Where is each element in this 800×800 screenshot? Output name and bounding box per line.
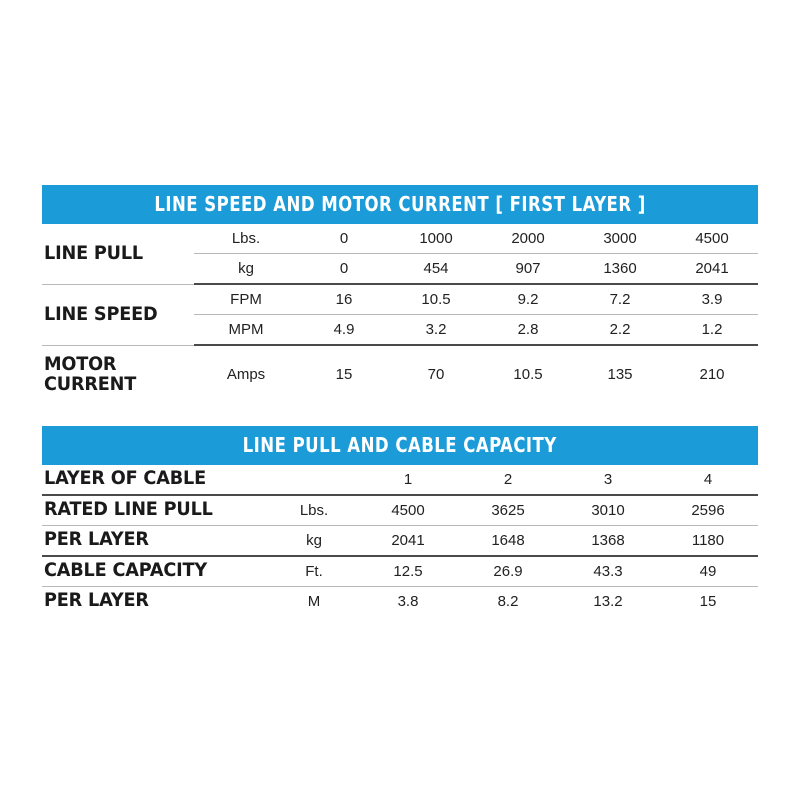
cell-value: 1000 bbox=[390, 224, 482, 254]
cell-value: 1.2 bbox=[666, 315, 758, 346]
row-label-motor-current: MOTOR CURRENT bbox=[44, 352, 137, 395]
row-unit: Ft. bbox=[270, 556, 358, 587]
cell-value: 2596 bbox=[658, 495, 758, 526]
cell-value: 3.9 bbox=[666, 284, 758, 315]
table-row bbox=[42, 495, 758, 526]
cell-value: 16 bbox=[298, 284, 390, 315]
cell-value: 1368 bbox=[558, 525, 658, 556]
table-row bbox=[42, 224, 758, 254]
table-row bbox=[42, 465, 758, 495]
cell-value: 1360 bbox=[574, 254, 666, 285]
row-label-rated-line-pull: RATED LINE PULL bbox=[42, 495, 270, 526]
cell-value: 49 bbox=[658, 556, 758, 587]
cell-value: 26.9 bbox=[458, 556, 558, 587]
table2-header-bar bbox=[42, 426, 758, 465]
cell-value: 70 bbox=[427, 366, 445, 384]
cell-value: 43.3 bbox=[558, 556, 658, 587]
cell-value: 2000 bbox=[482, 224, 574, 254]
table2-title: LINE PULL AND CABLE CAPACITY bbox=[242, 432, 558, 457]
line-pull-cable-capacity-table bbox=[42, 465, 758, 616]
cell-value: 2.2 bbox=[574, 315, 666, 346]
cell-value: 2041 bbox=[666, 254, 758, 285]
cell-value: 3010 bbox=[558, 495, 658, 526]
cell-value: 2041 bbox=[358, 525, 458, 556]
table1-title: LINE SPEED AND MOTOR CURRENT [ FIRST LAYER ] bbox=[154, 192, 646, 216]
row-label-line-speed: LINE SPEED bbox=[42, 284, 194, 345]
cell-value: 4.9 bbox=[298, 315, 390, 346]
cell-value: 3625 bbox=[458, 495, 558, 526]
cell-value: 0 bbox=[298, 254, 390, 285]
cell-value: 15 bbox=[699, 592, 717, 610]
row-label-per-layer: PER LAYER bbox=[44, 589, 149, 612]
row-label-layer-of-cable: LAYER OF CABLE bbox=[42, 465, 270, 495]
table-row bbox=[42, 586, 758, 616]
row-unit: kg bbox=[194, 254, 298, 285]
cell-value: 3000 bbox=[574, 224, 666, 254]
cell-value: 0 bbox=[298, 224, 390, 254]
cell-value: 4500 bbox=[358, 495, 458, 526]
row-unit: FPM bbox=[194, 284, 298, 315]
cell-value: 907 bbox=[482, 254, 574, 285]
cell-value: 9.2 bbox=[482, 284, 574, 315]
cell-value: 1180 bbox=[658, 525, 758, 556]
line-speed-motor-current-table bbox=[42, 224, 758, 404]
table1-header-bar bbox=[42, 185, 758, 224]
cell-value: 3.2 bbox=[390, 315, 482, 346]
cell-value: 454 bbox=[390, 254, 482, 285]
cell-value: 7.2 bbox=[574, 284, 666, 315]
table-row bbox=[42, 525, 758, 556]
cell-value: 4500 bbox=[666, 224, 758, 254]
cell-value: 10.5 bbox=[513, 366, 543, 384]
cell-value: 2 bbox=[458, 465, 558, 495]
cell-value: 3 bbox=[558, 465, 658, 495]
cell-value: 210 bbox=[699, 366, 725, 384]
table-row bbox=[42, 284, 758, 315]
cell-value: 15 bbox=[335, 366, 353, 384]
row-unit: MPM bbox=[194, 315, 298, 346]
cell-value: 10.5 bbox=[390, 284, 482, 315]
cell-value: 2.8 bbox=[482, 315, 574, 346]
row-label-line-pull: LINE PULL bbox=[42, 224, 194, 284]
cell-value: 1 bbox=[358, 465, 458, 495]
row-unit: Lbs. bbox=[194, 224, 298, 254]
row-unit: Amps bbox=[226, 366, 266, 384]
table-row bbox=[42, 345, 758, 404]
spec-tables-container bbox=[42, 185, 758, 616]
cell-value: 3.8 bbox=[397, 592, 419, 610]
cell-value: 13.2 bbox=[593, 592, 623, 610]
cell-value: 12.5 bbox=[358, 556, 458, 587]
cell-value: 1648 bbox=[458, 525, 558, 556]
row-unit bbox=[270, 465, 358, 495]
row-unit: Lbs. bbox=[270, 495, 358, 526]
cell-value: 8.2 bbox=[497, 592, 519, 610]
cell-value: 135 bbox=[607, 366, 633, 384]
row-unit: kg bbox=[270, 525, 358, 556]
row-unit: M bbox=[307, 592, 321, 610]
row-label-cable-capacity: CABLE CAPACITY bbox=[42, 556, 270, 587]
row-label-per-layer: PER LAYER bbox=[42, 525, 270, 556]
table-row bbox=[42, 556, 758, 587]
cell-value: 4 bbox=[658, 465, 758, 495]
table-spacer bbox=[42, 404, 758, 426]
